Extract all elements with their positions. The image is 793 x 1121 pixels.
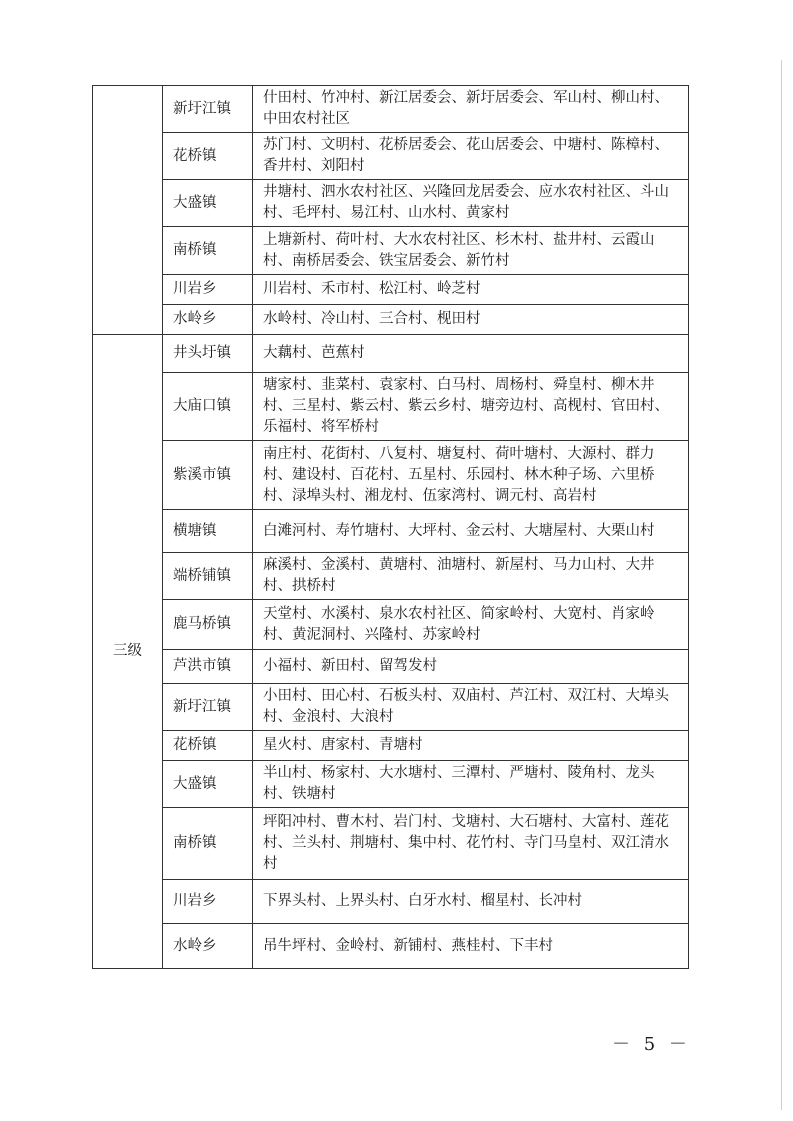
- villages-cell: 半山村、杨家村、大水塘村、三潭村、严塘村、陵角村、龙头村、铁塘村: [253, 761, 689, 808]
- town-cell: 川岩乡: [163, 880, 253, 924]
- table-row: [93, 650, 689, 684]
- villages-cell: 麻溪村、金溪村、黄塘村、油塘村、新屋村、马力山村、大井村、拱桥村: [253, 553, 689, 600]
- villages-cell: 白滩河村、寿竹塘村、大坪村、金云村、大塘屋村、大栗山村: [253, 510, 689, 553]
- town-cell: 南桥镇: [163, 808, 253, 880]
- villages-cell: 川岩村、禾市村、松江村、岭芝村: [253, 275, 689, 305]
- table-row: [93, 600, 689, 650]
- villages-cell: 小田村、田心村、石板头村、双庙村、芦江村、双江村、大埠头村、金浪村、大浪村: [253, 684, 689, 731]
- villages-cell: 大藕村、芭蕉村: [253, 335, 689, 373]
- table-row: [93, 924, 689, 969]
- town-cell: 水岭乡: [163, 305, 253, 335]
- villages-cell: 苏门村、文明村、花桥居委会、花山居委会、中塘村、陈樟村、香井村、刘阳村: [253, 133, 689, 180]
- table-row: [93, 441, 689, 510]
- town-cell: 花桥镇: [163, 133, 253, 180]
- villages-cell: 水岭村、冷山村、三合村、枧田村: [253, 305, 689, 335]
- town-cell: 川岩乡: [163, 275, 253, 305]
- villages-cell: 南庄村、花街村、八复村、塘复村、荷叶塘村、大源村、群力村、建设村、百花村、五星村、乐园村、林木种子场、六里桥村、渌埠头村、湘龙村、伍家湾村、调元村、高岩村: [253, 441, 689, 510]
- table-row: [93, 227, 689, 275]
- town-cell: 端桥铺镇: [163, 553, 253, 600]
- villages-cell: 星火村、唐家村、青塘村: [253, 731, 689, 761]
- town-cell: 大盛镇: [163, 180, 253, 227]
- villages-cell: 塘家村、韭菜村、袁家村、白马村、周杨村、舜皇村、柳木井村、三星村、紫云村、紫云乡村、塘旁边村、高枧村、官田村、乐福村、将军桥村: [253, 373, 689, 441]
- table-row: [93, 731, 689, 761]
- town-cell: 花桥镇: [163, 731, 253, 761]
- villages-cell: 小福村、新田村、留驾发村: [253, 650, 689, 684]
- town-cell: 新圩江镇: [163, 684, 253, 731]
- table-row: [93, 305, 689, 335]
- villages-cell: 什田村、竹冲村、新江居委会、新圩居委会、军山村、柳山村、中田农村社区: [253, 86, 689, 133]
- scan-edge-line: [781, 60, 782, 1110]
- page-number: － 5 －: [612, 1034, 691, 1055]
- table-row: [93, 684, 689, 731]
- table-row: [93, 553, 689, 600]
- town-cell: 水岭乡: [163, 924, 253, 969]
- table-row: [93, 86, 689, 133]
- level-cell: [93, 86, 163, 335]
- table-row: [93, 133, 689, 180]
- town-cell: 新圩江镇: [163, 86, 253, 133]
- town-cell: 横塘镇: [163, 510, 253, 553]
- town-cell: 大盛镇: [163, 761, 253, 808]
- villages-cell: 井塘村、泗水农村社区、兴隆回龙居委会、应水农村社区、斗山村、毛坪村、易江村、山水村、黄家村: [253, 180, 689, 227]
- villages-table: [92, 85, 689, 969]
- level-cell: 三级: [93, 335, 163, 969]
- table-row: [93, 373, 689, 441]
- town-cell: 紫溪市镇: [163, 441, 253, 510]
- villages-cell: 坪阳冲村、曹木村、岩门村、戈塘村、大石塘村、大富村、莲花村、兰头村、荆塘村、集中村、花竹村、寺门马皇村、双江清水村: [253, 808, 689, 880]
- table-row: [93, 180, 689, 227]
- town-cell: 鹿马桥镇: [163, 600, 253, 650]
- table-row: [93, 761, 689, 808]
- villages-cell: 上塘新村、荷叶村、大水农村社区、杉木村、盐井村、云霞山村、南桥居委会、铁宝居委会、新竹村: [253, 227, 689, 275]
- table-row: [93, 275, 689, 305]
- table-row: [93, 808, 689, 880]
- town-cell: 南桥镇: [163, 227, 253, 275]
- villages-table-body: [93, 86, 689, 969]
- villages-cell: 天堂村、水溪村、泉水农村社区、简家岭村、大宽村、肖家岭村、黄泥洞村、兴隆村、苏家岭村: [253, 600, 689, 650]
- town-cell: 大庙口镇: [163, 373, 253, 441]
- villages-cell: 下界头村、上界头村、白牙水村、榴星村、长冲村: [253, 880, 689, 924]
- town-cell: 芦洪市镇: [163, 650, 253, 684]
- villages-cell: 吊牛坪村、金岭村、新铺村、燕桂村、下丰村: [253, 924, 689, 969]
- table-row: [93, 880, 689, 924]
- town-cell: 井头圩镇: [163, 335, 253, 373]
- table-row: [93, 335, 689, 373]
- table-row: [93, 510, 689, 553]
